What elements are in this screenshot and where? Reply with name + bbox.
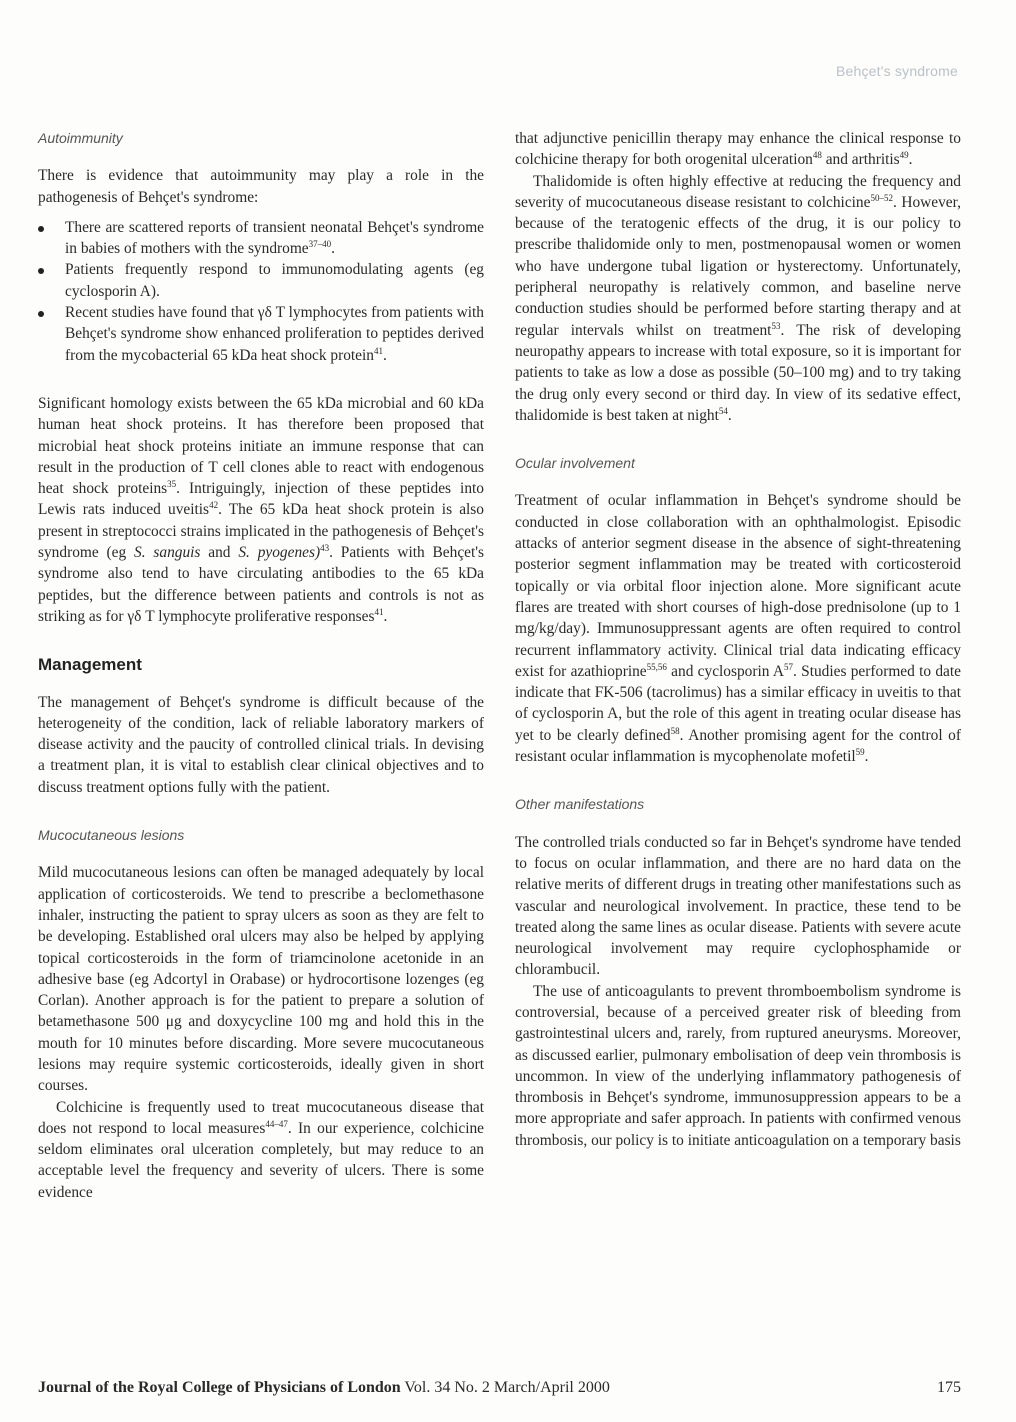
running-head: Behçet's syndrome bbox=[835, 63, 958, 79]
bullet-item: Recent studies have found that γδ T lymphocytes from patients with Behçet's syndrome show enhanced proliferation to peptides derived from the mycobacterial 65 kDa heat shock protein$^{41}$. bbox=[38, 302, 484, 366]
management-heading: Management bbox=[38, 655, 142, 675]
ocular-heading: Ocular involvement bbox=[515, 455, 635, 472]
ocular-paragraph: Treatment of ocular inflammation in Behçet's syndrome should be conducted in close collaboration with an ophthalmologist. Episodic attacks of anterior segment disease in the absence of sight-threatening posterior segment inflammation may be treated with corticosteroid topically or via orbital floor injection alone. More significant acute flares are treated with short courses of high-dose prednisolone (up to 1 mg/kg/day). Immunosuppressant agents are often required to control recurrent inflammatory activity. Clinical trial data indicating efficacy exist for azathioprine$^{55,56}$ and cyclosporin $A^{57}$. Studies performed to date indicate that FK-506 (tacrolimus) has a similar efficacy in uveitis to that of cyclosporin A, but the role of this agent in treating ocular disease has yet to be clearly defined$^{58}$. Another promising agent for the control of resistant ocular inflammation is mycophenolate mofetil$^{59}$. bbox=[515, 492, 961, 766]
right-column bbox=[515, 128, 961, 1151]
left-column bbox=[38, 128, 484, 1203]
mucocutaneous-paragraph: Mild mucocutaneous lesions can often be managed adequately by local application of corticosteroids. We tend to prescribe a beclomethasone inhaler, instructing the patient to spray ulcers as soon as they are felt to be developing. Established oral ulcers may also be helped by applying topical corticosteroids in the form of triamcinolone acetonide in an adhesive base (eg Adcortyl in Orabase) or hydrocortisone lozenges (eg Corlan). Another approach is for the patient to prepare a solution of betamethasone 500 μg and doxycycline 100 mg and hold this in the mouth for 10 minutes before discarding. More severe mucocutaneous lesions may require systemic corticosteroids, ideally given in short courses. bbox=[38, 864, 484, 1095]
page-number: 175 bbox=[937, 1379, 961, 1396]
colchicine-paragraph: Colchicine is frequently used to treat mucocutaneous disease that does not respond to local measures$^{44-47}$. In our experience, colchicine seldom eliminates oral ulceration completely, but may reduce to an acceptable level the frequency and severity of ulcers. There is some evidence bbox=[38, 1098, 484, 1201]
homology-paragraph: Significant homology exists between the 65 kDa microbial and 60 kDa human heat shock proteins. It has therefore been proposed that microbial heat shock proteins initiate an immune response that can result in the production of T cell clones able to react with endogenous heat shock proteins$^{35}$. Intriguingly, injection of these peptides into Lewis rats induced uveitis$^{42}$. The 65 kDa heat shock protein is also present in streptococci strains implicated in the pathogenesis of Behçet's syndrome (eg S. sanguis and S. pyogenes)$^{43}$. Patients with Behçet's syndrome also tend to have circulating antibodies to the 65 kDa peptides, but the difference between patients and controls is not as striking as for γδ T lymphocyte proliferative responses$^{41}$. bbox=[38, 394, 485, 625]
autoimmunity-intro: There is evidence that autoimmunity may play a role in the pathogenesis of Behçet's syndrome: bbox=[38, 167, 484, 206]
bullet-icon bbox=[38, 311, 44, 317]
other-paragraph: The controlled trials conducted so far in Behçet's syndrome have tended to focus on ocular inflammation, and there are no hard data on the relative merits of different drugs in treating other manifestations such as vascular and neurological involvement. In practice, these tend to be treated along the same lines as ocular disease. Patients with severe acute neurological involvement may require cyclophosphamide or chlorambucil. bbox=[515, 833, 961, 979]
autoimmunity-bullets bbox=[38, 217, 484, 366]
thalidomide-paragraph: Thalidomide is often highly effective at reducing the frequency and severity of mucocutaneous disease resistant to colchicine$^{50-52}$. However, because of the teratogenic effects of the drug, it is our policy to prescribe thalidomide only to men, postmenopausal women or women who have undergone tubal ligation or hysterectomy. Unfortunately, peripheral neuropathy is relatively common, and baseline nerve conduction studies should be performed before starting therapy and at regular intervals whilst on treatment$^{53}$. The risk of developing neuropathy appears to increase with total exposure, so it is important for patients to take as low a dose as possible (50–100 mg) and to try taking the drug only every second or third day. In view of its sedative effect, thalidomide is best taken at night$^{54}$. bbox=[515, 172, 961, 424]
journal-issue: Vol. 34 No. 2 March/April 2000 bbox=[400, 1379, 610, 1396]
mucocutaneous-heading: Mucocutaneous lesions bbox=[38, 827, 185, 844]
bullet-icon bbox=[38, 226, 44, 232]
autoimmunity-heading: Autoimmunity bbox=[38, 130, 123, 146]
footer bbox=[38, 1379, 961, 1397]
journal-title: Journal of the Royal College of Physicians of London bbox=[38, 1379, 401, 1396]
other-heading: Other manifestations bbox=[515, 796, 645, 813]
management-paragraph: The management of Behçet's syndrome is difficult because of the heterogeneity of the condition, lack of reliable laboratory markers of disease activity and the paucity of controlled clinical trials. In devising a treatment plan, it is vital to establish clear clinical objectives and to discuss treatment options fully with the patient. bbox=[38, 693, 484, 796]
bullet-item: Patients frequently respond to immunomodulating agents (eg cyclosporin A). bbox=[38, 259, 484, 302]
bullet-icon bbox=[38, 268, 44, 274]
bullet-item: There are scattered reports of transient neonatal Behçet's syndrome in babies of mothers with the syndrome$^{37-40}$. bbox=[38, 217, 484, 260]
anticoagulant-paragraph: The use of anticoagulants to prevent thromboembolism syndrome is controversial, because of a perceived greater risk of bleeding from gastrointestinal ulcers and, rarely, from ruptured aneurysms. Moreover, as discussed earlier, pulmonary embolisation of deep vein thrombosis is uncommon. In view of the underlying inflammatory pathogenesis of thrombosis in Behçet's syndrome, immunosuppression appears to be a more appropriate and safer approach. In patients with confirmed venous thrombosis, our policy is to initiate anticoagulation on a temporary basis bbox=[515, 982, 961, 1149]
penicillin-paragraph: that adjunctive penicillin therapy may enhance the clinical response to colchicine therapy for both orogenital ulceration$^{48}$ and arthritis$^{49}$. bbox=[515, 130, 961, 169]
